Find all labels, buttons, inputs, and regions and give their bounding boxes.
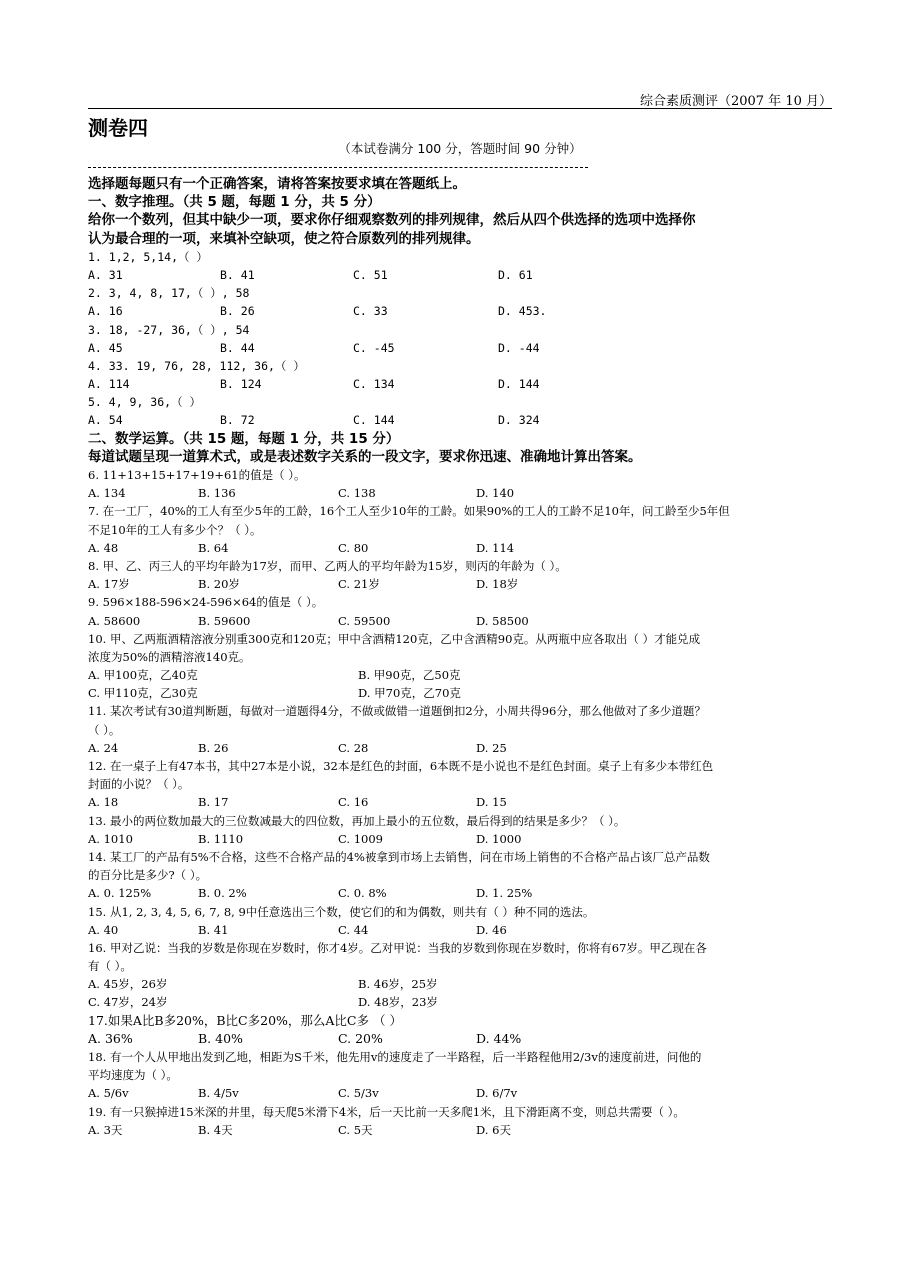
option-b: B. 甲90克，乙50克 (358, 668, 461, 683)
page-title: 测卷四 (88, 116, 148, 140)
option-b: B. 40% (198, 1030, 243, 1046)
option-d: D. 15 (476, 795, 507, 810)
option-a: A. 18 (88, 795, 119, 810)
option-c: C. 47岁，24岁 (88, 995, 168, 1010)
option-a: A. 5/6v (88, 1086, 129, 1101)
question-4-options (88, 375, 838, 393)
option-b: B. 0. 2% (198, 886, 247, 901)
option-c: C. 138 (338, 486, 376, 501)
option-b: B. 59600 (198, 613, 251, 628)
question-11: 11. 某次考试有30道判断题，每做对一道题得4分，不做或做错一道题倒扣2分，小周共得96分，那么他做对了多少道题？ (88, 704, 706, 719)
option-a: A. 40 (88, 922, 119, 937)
section-1-description: 给你一个数列，但其中缺少一项，要求你仔细观察数列的排列规律，然后从四个供选择的选项中选择你 (88, 212, 696, 229)
option-c: C. 44 (338, 922, 369, 937)
question-5-options (88, 411, 838, 429)
option-a: A. 45岁，26岁 (88, 977, 168, 992)
question-18-options (88, 1084, 838, 1102)
question-2-options (88, 302, 838, 320)
question-3: 3. 18, -27, 36,（ ）, 54 (88, 322, 250, 337)
option-a: A. 1010 (88, 831, 133, 846)
option-a: A. 3天 (88, 1122, 123, 1137)
option-b: B. 41 (220, 267, 255, 282)
option-c: C. 28 (338, 740, 369, 755)
option-d: D. 6天 (476, 1122, 511, 1137)
question-7: 7. 在一工厂，40%的工人有至少5年的工龄，16个工人至少10年的工龄。如果90%的工人的工龄不足10年，问工龄至少5年但 (88, 504, 730, 519)
option-b: B. 4/5v (198, 1086, 239, 1101)
option-c: C. 33 (353, 304, 388, 319)
option-a: A. 48 (88, 540, 119, 555)
option-d: D. 114 (476, 540, 515, 555)
page-header: 综合素质测评（2007 年 10 月） (88, 90, 832, 109)
question-7-options (88, 539, 838, 557)
question-11-cont: （ ）。 (88, 722, 121, 737)
option-c: C. 5天 (338, 1122, 373, 1137)
option-c: C. 134 (353, 377, 395, 392)
option-c: C. 0. 8% (338, 886, 387, 901)
option-c: C. 5/3v (338, 1086, 379, 1101)
question-10-cont: 浓度为50%的酒精溶液140克。 (88, 649, 251, 664)
question-14: 14. 某工厂的产品有5%不合格，这些不合格产品的4%被拿到市场上去销售，问在市场上销售的不合格产品占该厂总产品数 (88, 849, 710, 864)
instructions: 选择题每题只有一个正确答案，请将答案按要求填在答题纸上。 (88, 176, 466, 192)
option-b: B. 136 (198, 486, 236, 501)
question-17-options (88, 1030, 838, 1048)
question-10-options-row-1 (88, 666, 838, 684)
question-12: 12. 在一桌子上有47本书，其中27本是小说，32本是红色的封面，6本既不是小说也不是红色封面。桌子上有多少本带红色 (88, 759, 714, 773)
option-a: A. 54 (88, 413, 123, 428)
option-d: D. 48岁，23岁 (358, 995, 438, 1010)
question-13-options (88, 830, 838, 848)
question-12-options (88, 793, 838, 811)
option-d: D. -44 (498, 340, 540, 355)
question-16-cont: 有（ ）。 (88, 959, 132, 974)
question-8-options (88, 575, 838, 593)
question-15: 15. 从1, 2, 3, 4, 5, 6, 7, 8, 9中任意选出三个数，使它们的和为偶数，则共有（ ）种不同的选法。 (88, 904, 595, 919)
option-b: B. 1110 (198, 831, 244, 846)
option-d: D. 甲70克，乙70克 (358, 686, 461, 701)
option-a: A. 24 (88, 740, 119, 755)
option-a: A. 114 (88, 377, 130, 392)
option-d: D. 25 (476, 740, 507, 755)
option-d: D. 61 (498, 267, 533, 282)
section-1-description: 认为最合理的一项，来填补空缺项，使之符合原数列的排列规律。 (88, 230, 480, 247)
question-12-cont: 封面的小说？（ ）。 (88, 777, 190, 792)
option-c: C. 21岁 (338, 577, 380, 592)
section-2-description: 每道试题呈现一道算术式，或是表述数字关系的一段文字，要求你迅速、准确地计算出答案。 (88, 448, 642, 465)
question-10-options-row-2 (88, 684, 838, 702)
option-c: C. 16 (338, 795, 369, 810)
option-b: B. 44 (220, 340, 255, 355)
option-d: D. 44% (476, 1030, 522, 1046)
question-19-options (88, 1121, 838, 1139)
question-3-options (88, 339, 838, 357)
exam-content (88, 175, 838, 1139)
option-b: B. 72 (220, 413, 255, 428)
option-d: D. 18岁 (476, 577, 519, 592)
option-c: C. 59500 (338, 613, 391, 628)
question-15-options (88, 921, 838, 939)
option-b: B. 17 (198, 795, 229, 810)
option-a: A. 134 (88, 486, 126, 501)
option-a: A. 31 (88, 267, 123, 282)
option-b: B. 46岁，25岁 (358, 977, 438, 992)
question-5: 5. 4, 9, 36,（ ） (88, 395, 202, 410)
option-a: A. 甲100克，乙40克 (88, 668, 198, 683)
option-a: A. 45 (88, 340, 123, 355)
option-c: C. -45 (353, 340, 395, 355)
option-a: A. 0. 125% (88, 886, 152, 901)
option-d: D. 324 (498, 413, 540, 428)
question-11-options (88, 739, 838, 757)
question-17: 17.如果A比B多20%，B比C多20%，那么A比C多 （ ） (88, 1012, 402, 1028)
question-10: 10. 甲、乙两瓶酒精溶液分别重300克和120克；甲中含酒精120克，乙中含酒精90克。从两瓶中应各取出（ ）才能兑成 (88, 631, 701, 646)
option-d: D. 453. (498, 304, 547, 319)
dashed-divider (88, 167, 588, 168)
option-d: D. 6/7v (476, 1086, 518, 1101)
option-d: D. 1000 (476, 831, 522, 846)
question-13: 13. 最小的两位数加最大的三位数减最大的四位数，再加上最小的五位数，最后得到的结果是多少？（ ）。 (88, 813, 626, 828)
option-a: A. 16 (88, 304, 123, 319)
option-d: D. 1. 25% (476, 886, 533, 901)
option-b: B. 26 (198, 740, 229, 755)
section-2-title: 二、数学运算。（共 15 题，每题 1 分，共 15 分） (88, 430, 400, 447)
question-4: 4. 33. 19, 76, 28, 112, 36,（ ） (88, 358, 305, 373)
question-7-cont: 不足10年的工人有多少个？（ ）。 (88, 522, 262, 537)
question-1: 1. 1,2, 5,14,（ ） (88, 249, 208, 264)
question-19: 19. 有一只猴掉进15米深的井里，每天爬5米滑下4米，后一天比前一天多爬1米，且下滑距离不变，则总共需要（ ）。 (88, 1104, 685, 1119)
question-8: 8. 甲、乙、丙三人的平均年龄为17岁，而甲、乙两人的平均年龄为15岁，则丙的年龄为（ ）。 (88, 558, 567, 573)
page-subtitle: （本试卷满分 100 分，答题时间 90 分钟） (338, 141, 582, 156)
question-16-options-row-2 (88, 993, 838, 1011)
option-c: C. 甲110克，乙30克 (88, 686, 198, 701)
option-a: A. 17岁 (88, 577, 130, 592)
question-14-options (88, 884, 838, 902)
option-b: B. 4天 (198, 1122, 233, 1137)
question-18-cont: 平均速度为（ ）。 (88, 1068, 178, 1083)
option-c: C. 20% (338, 1030, 383, 1046)
option-c: C. 80 (338, 540, 369, 555)
question-18: 18. 有一个人从甲地出发到乙地，相距为S千米，他先用v的速度走了一半路程，后一半路程他用2/3v的速度前进，问他的 (88, 1050, 702, 1064)
question-14-cont: 的百分比是多少?（ ）。 (88, 868, 208, 883)
option-b: B. 124 (220, 377, 262, 392)
question-2: 2. 3, 4, 8, 17,（ ）, 58 (88, 286, 250, 301)
option-a: A. 58600 (88, 613, 141, 628)
option-d: D. 58500 (476, 613, 529, 628)
question-16-options-row-1 (88, 975, 838, 993)
option-c: C. 1009 (338, 831, 383, 846)
question-1-options (88, 266, 838, 284)
option-b: B. 41 (198, 922, 229, 937)
question-6-options (88, 484, 838, 502)
option-d: D. 144 (498, 377, 540, 392)
option-b: B. 20岁 (198, 577, 240, 592)
question-9: 9. 596×188-596×24-596×64的值是（ ）。 (88, 595, 324, 610)
option-d: D. 140 (476, 486, 515, 501)
option-b: B. 64 (198, 540, 229, 555)
question-9-options (88, 612, 838, 630)
section-1-title: 一、数字推理。（共 5 题，每题 1 分，共 5 分） (88, 194, 381, 211)
option-c: C. 144 (353, 413, 395, 428)
option-c: C. 51 (353, 267, 388, 282)
question-6: 6. 11+13+15+17+19+61的值是（ ）。 (88, 468, 306, 482)
option-d: D. 46 (476, 922, 507, 937)
option-b: B. 26 (220, 304, 255, 319)
question-16: 16. 甲对乙说：当我的岁数是你现在岁数时，你才4岁。乙对甲说：当我的岁数到你现在岁数时，你将有67岁。甲乙现在各 (88, 940, 707, 955)
option-a: A. 36% (88, 1030, 133, 1046)
